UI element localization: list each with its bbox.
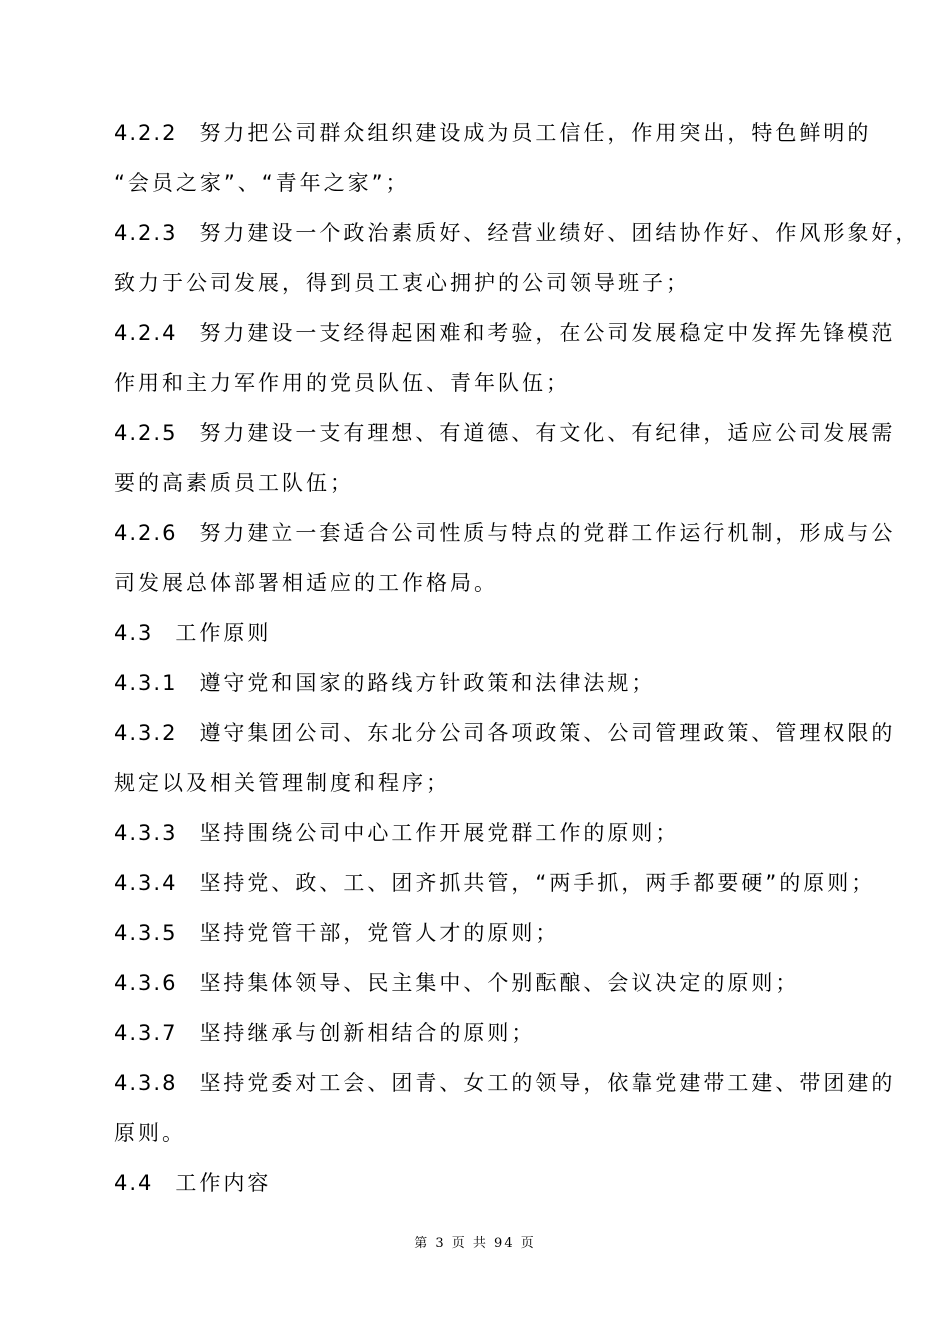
line-4-2-5-cont bbox=[114, 458, 859, 508]
line-4-3-1 bbox=[114, 658, 859, 708]
line-4-3-2-cont bbox=[114, 758, 859, 808]
clause-text: 坚持党管干部，党管人才的原则； bbox=[199, 921, 560, 945]
clause-number: 4.3.5 bbox=[114, 921, 178, 945]
section-title: 工作内容 bbox=[175, 1171, 272, 1195]
section-heading-4-3 bbox=[114, 608, 859, 658]
clause-number: 4.2.6 bbox=[114, 521, 178, 545]
clause-text: 努力把公司群众组织建设成为员工信任，作用突出，特色鲜明的 bbox=[199, 121, 872, 145]
line-4-2-4-cont bbox=[114, 358, 859, 408]
line-4-3-5 bbox=[114, 908, 859, 958]
clause-text: 遵守党和国家的路线方针政策和法律法规； bbox=[199, 671, 656, 695]
line-4-2-2-cont bbox=[114, 158, 859, 208]
line-4-2-2 bbox=[114, 108, 872, 158]
clause-number: 4.3.7 bbox=[114, 1021, 178, 1045]
line-4-3-4 bbox=[114, 858, 876, 908]
line-4-2-3 bbox=[114, 208, 920, 258]
clause-number: 4.3.1 bbox=[114, 671, 178, 695]
clause-text: 坚持集体领导、民主集中、个别酝酿、会议决定的原则； bbox=[199, 971, 800, 995]
line-4-3-6 bbox=[114, 958, 859, 1008]
line-4-2-6 bbox=[114, 508, 896, 558]
section-number: 4.3 bbox=[114, 621, 154, 645]
clause-number: 4.3.4 bbox=[114, 871, 178, 895]
clause-text: 努力建设一个政治素质好、经营业绩好、团结协作好、作风形象好， bbox=[199, 221, 920, 245]
clause-number: 4.3.2 bbox=[114, 721, 178, 745]
line-4-3-2 bbox=[114, 708, 896, 758]
clause-text: 坚持党、政、工、团齐抓共管，“两手抓，两手都要硬”的原则； bbox=[199, 871, 876, 895]
clause-text: 规定以及相关管理制度和程序； bbox=[114, 771, 450, 795]
section-number: 4.4 bbox=[114, 1171, 154, 1195]
clause-text: 努力建设一支经得起困难和考验，在公司发展稳定中发挥先锋模范 bbox=[199, 321, 896, 345]
line-4-2-4 bbox=[114, 308, 896, 358]
clause-text: 要的高素质员工队伍； bbox=[114, 471, 354, 495]
clause-text: 原则。 bbox=[114, 1121, 186, 1145]
clause-text: 遵守集团公司、东北分公司各项政策、公司管理政策、管理权限的 bbox=[199, 721, 896, 745]
clause-text: 坚持围绕公司中心工作开展党群工作的原则； bbox=[199, 821, 680, 845]
section-title: 工作原则 bbox=[175, 621, 272, 645]
clause-number: 4.2.2 bbox=[114, 121, 178, 145]
clause-text: 作用和主力军作用的党员队伍、青年队伍； bbox=[114, 371, 570, 395]
line-4-3-3 bbox=[114, 808, 859, 858]
document-body bbox=[114, 108, 920, 1208]
line-4-3-8-cont bbox=[114, 1108, 859, 1158]
clause-text: 司发展总体部署相适应的工作格局。 bbox=[114, 571, 498, 595]
clause-text: 努力建设一支有理想、有道德、有文化、有纪律，适应公司发展需 bbox=[199, 421, 896, 445]
clause-number: 4.2.5 bbox=[114, 421, 178, 445]
clause-text: 致力于公司发展，得到员工衷心拥护的公司领导班子； bbox=[114, 271, 690, 295]
line-4-3-8 bbox=[114, 1058, 896, 1108]
page-footer: 第 3 页 共 94 页 bbox=[414, 1236, 536, 1251]
line-4-3-7 bbox=[114, 1008, 859, 1058]
clause-text: 坚持继承与创新相结合的原则； bbox=[199, 1021, 536, 1045]
clause-number: 4.2.4 bbox=[114, 321, 178, 345]
clause-text: “会员之家”、“青年之家”； bbox=[114, 171, 410, 195]
line-4-2-3-cont bbox=[114, 258, 859, 308]
clause-number: 4.3.6 bbox=[114, 971, 178, 995]
line-4-2-5 bbox=[114, 408, 896, 458]
section-heading-4-4 bbox=[114, 1158, 859, 1208]
clause-number: 4.3.8 bbox=[114, 1071, 178, 1095]
clause-number: 4.3.3 bbox=[114, 821, 178, 845]
clause-text: 努力建立一套适合公司性质与特点的党群工作运行机制，形成与公 bbox=[199, 521, 896, 545]
line-4-2-6-cont bbox=[114, 558, 859, 608]
clause-number: 4.2.3 bbox=[114, 221, 178, 245]
clause-text: 坚持党委对工会、团青、女工的领导，依靠党建带工建、带团建的 bbox=[199, 1071, 896, 1095]
